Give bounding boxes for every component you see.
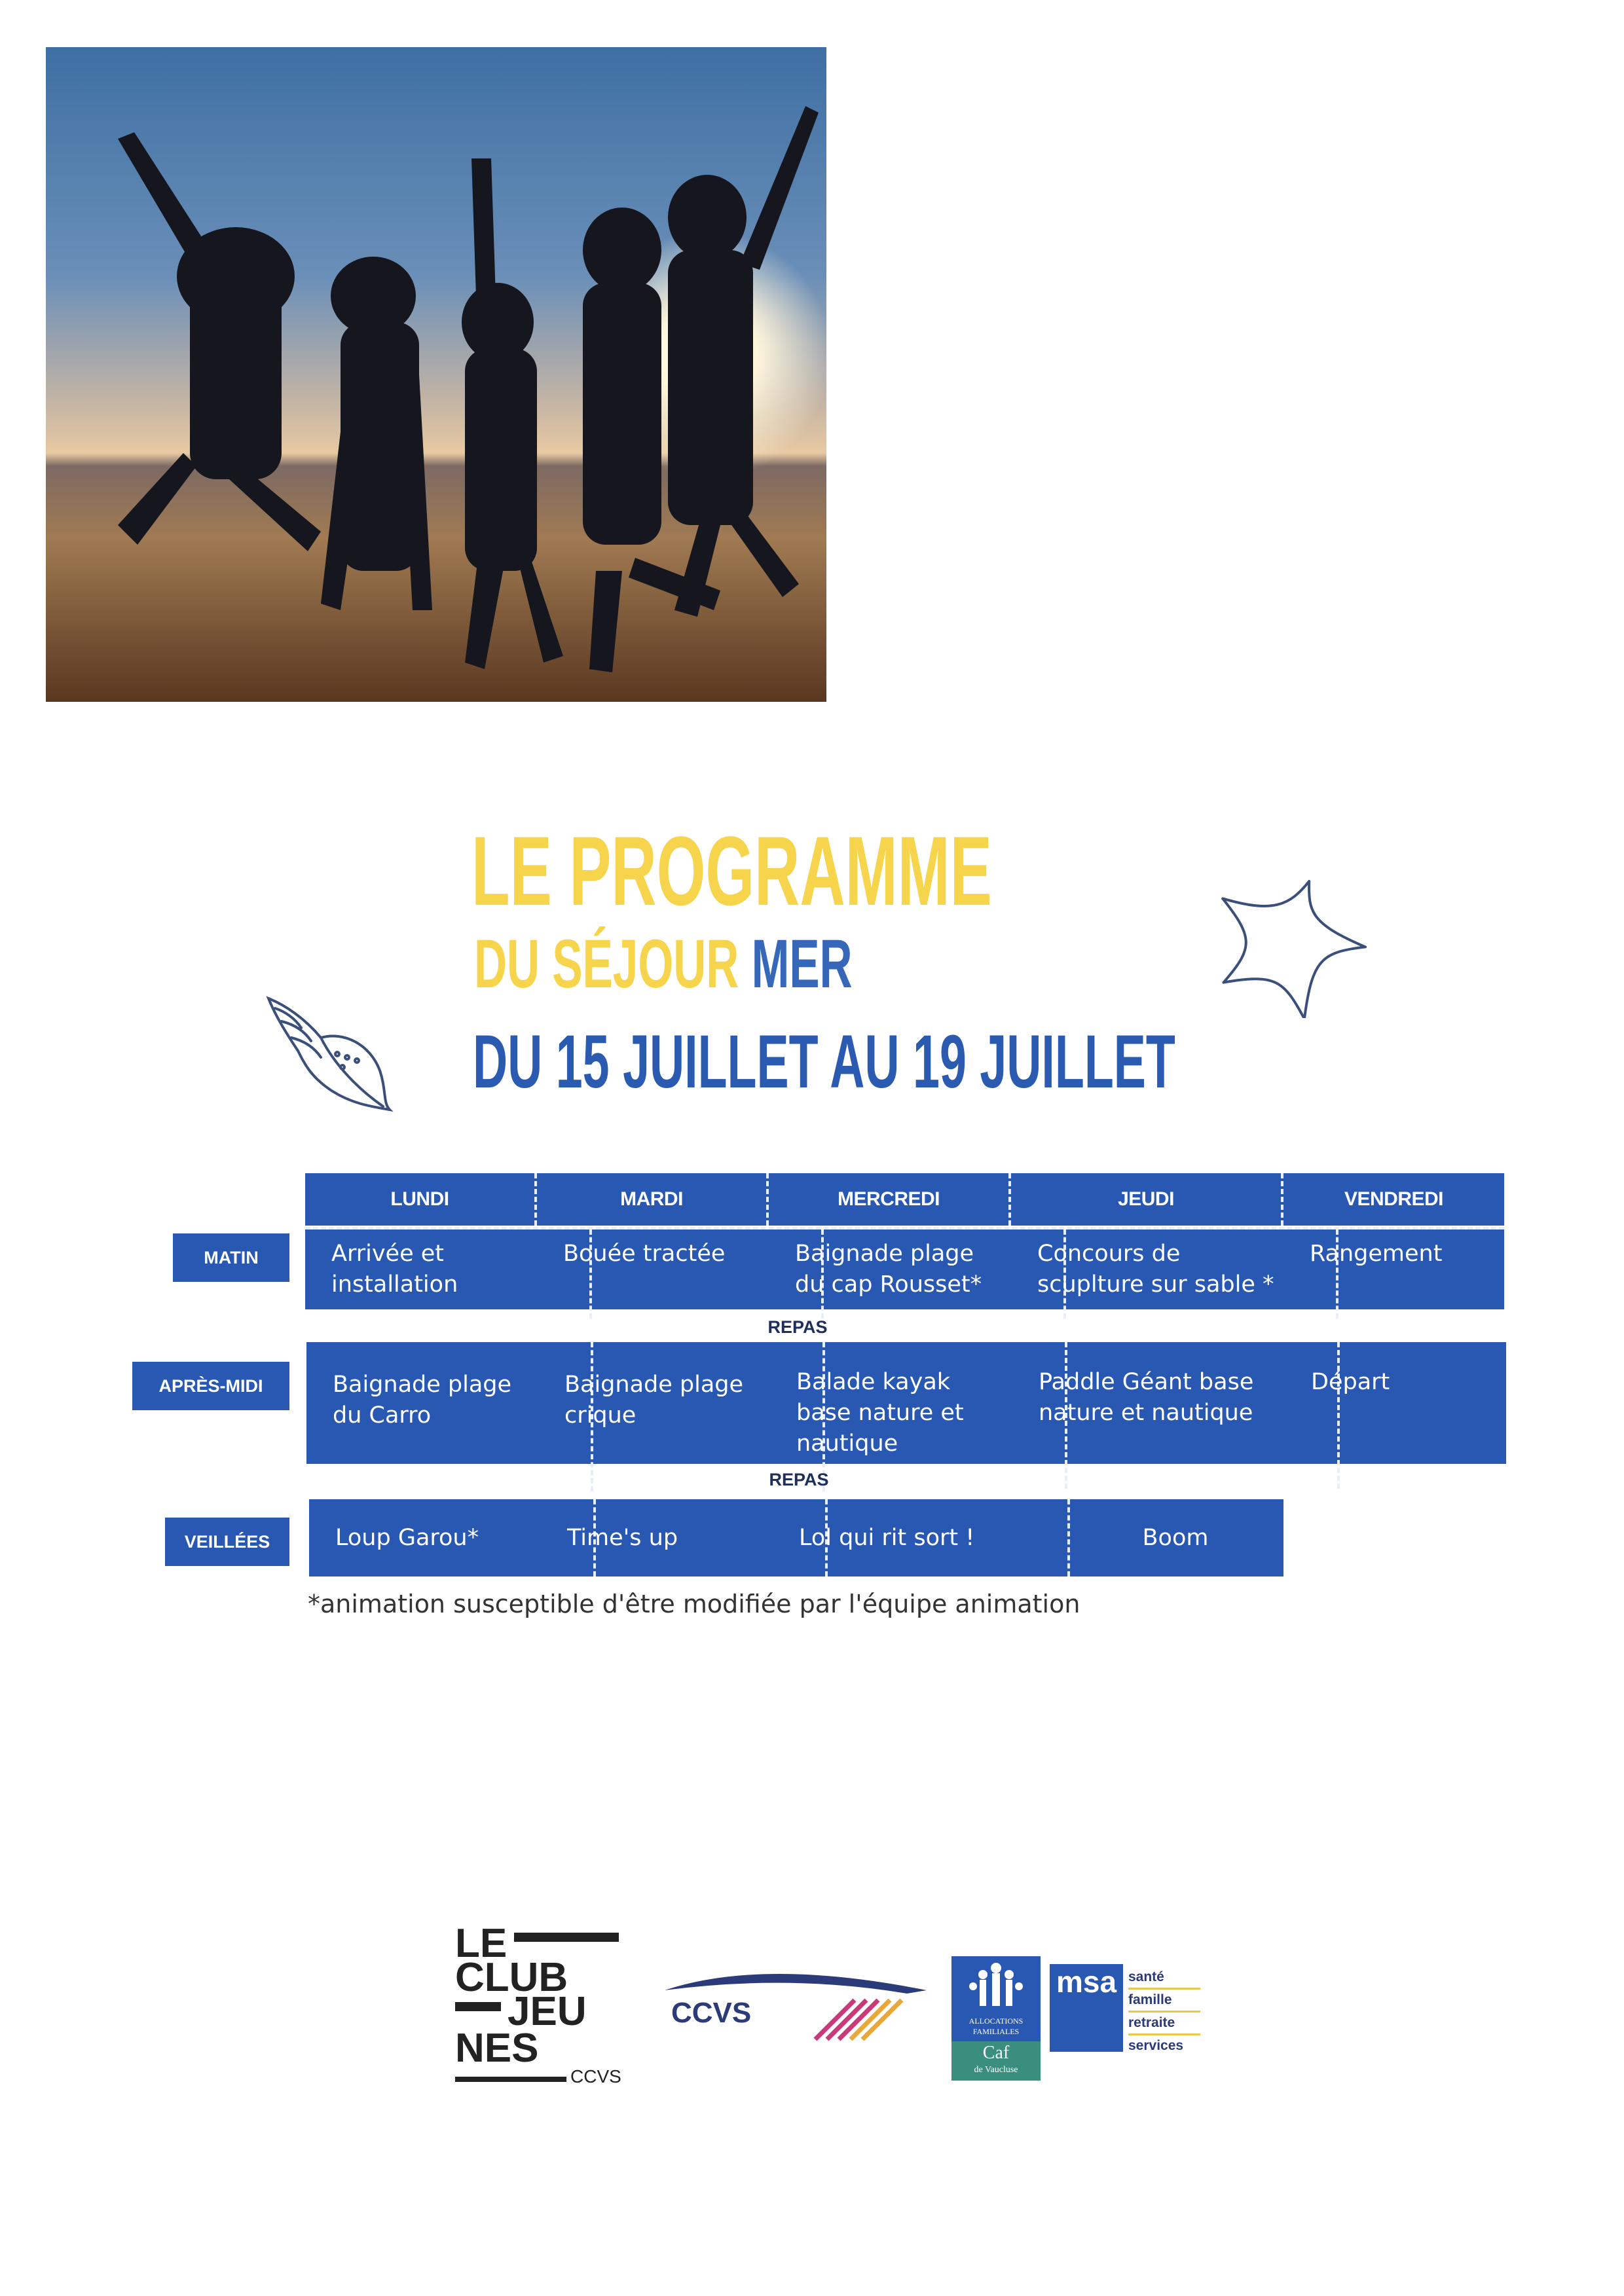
veillees-jeudi: Boom (1142, 1525, 1209, 1551)
sejour-type: MER (751, 926, 853, 1002)
msa-tagline: santé famille retraite services (1128, 1967, 1200, 2056)
day-header-mercredi: MERCREDI (769, 1173, 1011, 1226)
caf-vaucluse-logo: ALLOCATIONS FAMILIALES Caf de Vaucluse (951, 1956, 1041, 2081)
veillees-mardi: Time's up (541, 1499, 828, 1576)
row-label-veillees: VEILLÉES (165, 1518, 289, 1566)
le-club-jeunes-logo: LE CLUB JEU NES CCVS (455, 1921, 621, 2086)
day-header-lundi: LUNDI (305, 1173, 537, 1226)
matin-row (305, 1230, 1504, 1309)
apres-midi-row (306, 1342, 1506, 1464)
programme-title: LE PROGRAMME (471, 816, 992, 926)
ccvs-logo: CCVS (658, 1961, 933, 2046)
row-label-matin: MATIN (173, 1233, 289, 1282)
sejour-subtitle (474, 926, 853, 1002)
date-range: DU 15 JUILLET AU 19 JUILLET (473, 1020, 1175, 1104)
day-header-mardi: MARDI (537, 1173, 769, 1226)
beach-jump-photo (46, 47, 826, 702)
veillees-lundi: Loup Garou* (309, 1499, 596, 1576)
matin-mardi: Bouée tractée (537, 1230, 824, 1319)
apres-midi-vendredi: Départ (1311, 1369, 1390, 1395)
matin-jeudi: Concours de scuplture sur sable * (1011, 1230, 1338, 1319)
apres-midi-mercredi: Balade kayak base nature et nautique (770, 1342, 1067, 1489)
apres-midi-mardi: Baignade plage crique (538, 1342, 825, 1491)
matin-lundi: Arrivée et installation (305, 1230, 592, 1319)
sejour-label: DU SÉJOUR (474, 926, 739, 1002)
footnote: *animation susceptible d'être modifiée par l'équipe animation (308, 1590, 1080, 1618)
repas-label-2: REPAS (769, 1470, 829, 1489)
starfish-icon (1205, 867, 1369, 1018)
matin-mercredi: Baignade plage du cap Rousset* (769, 1230, 1066, 1319)
apres-midi-lundi: Baignade plage du Carro (306, 1342, 593, 1491)
shell-icon (259, 992, 396, 1116)
veillees-row (309, 1499, 1283, 1576)
row-label-apres-midi: APRÈS-MIDI (132, 1362, 289, 1410)
caf-people-icon (963, 1960, 1029, 2013)
msa-logo (1050, 1964, 1207, 2056)
msa-mark: msa (1050, 1964, 1123, 2052)
day-header-jeudi: JEUDI (1011, 1173, 1283, 1226)
repas-label-1: REPAS (767, 1317, 828, 1337)
veillees-mercredi: Lol qui rit sort ! (773, 1499, 1070, 1576)
day-header-vendredi: VENDREDI (1283, 1173, 1504, 1226)
apres-midi-jeudi: Paddle Géant base nature et nautique (1012, 1342, 1340, 1489)
matin-vendredi: Rangement (1310, 1241, 1443, 1267)
